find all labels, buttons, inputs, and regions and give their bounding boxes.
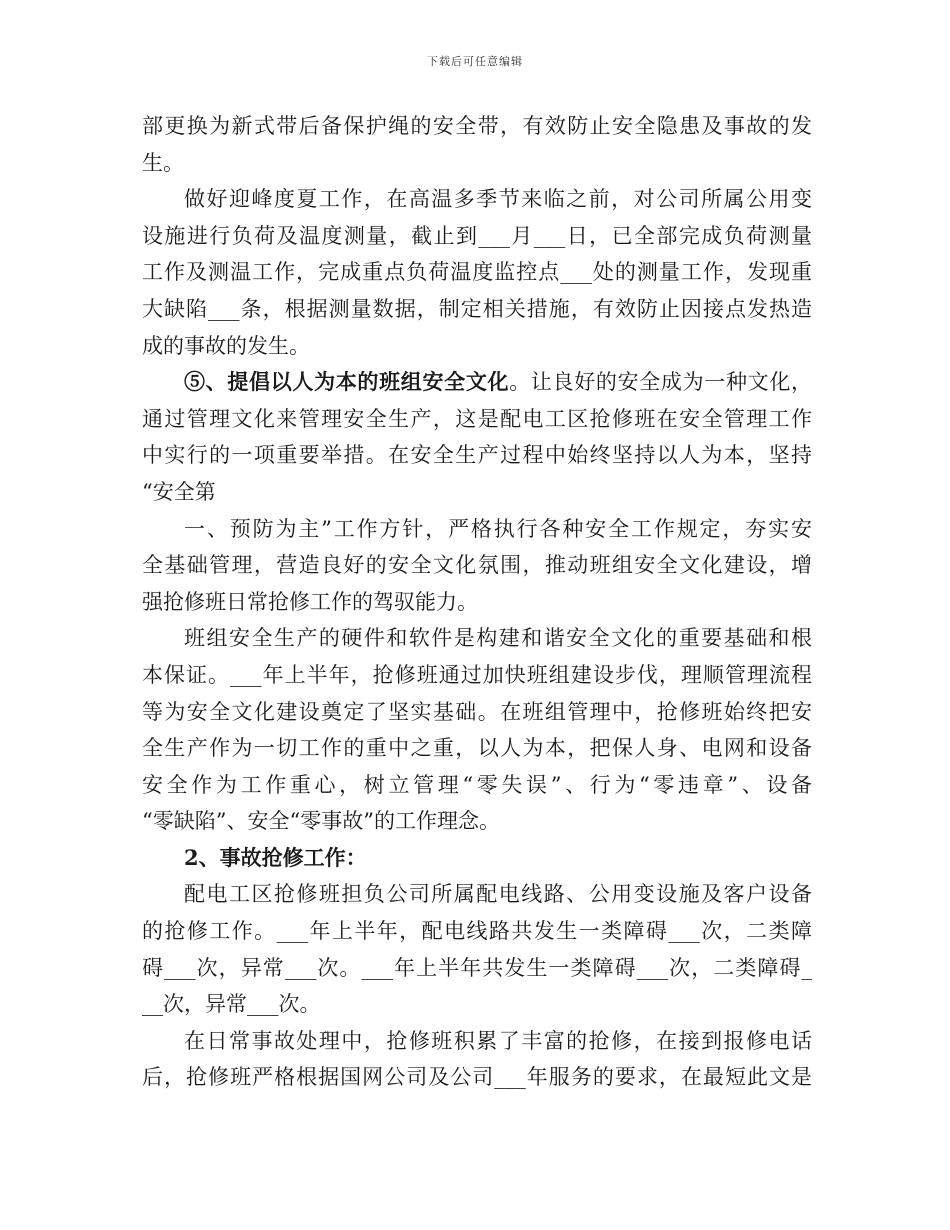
paragraph-line xyxy=(142,840,812,877)
paragraph-line: 碍___次，异常___次。___年上半年共发生一类障碍___次，二类障碍_ xyxy=(142,955,812,980)
paragraph-line: 配电工区抢修班担负公司所属配电线路、公用变设施及客户设备 xyxy=(184,882,812,907)
paragraph-line: 的抢修工作。___年上半年，配电线路共发生一类障碍___次，二类障 xyxy=(142,919,812,944)
page-header: 下载后可任意编辑 xyxy=(427,55,523,68)
paragraph-line: 全生产作为一切工作的重中之重，以人为本，把保人身、电网和设备 xyxy=(142,736,812,761)
document-body xyxy=(142,108,812,1096)
paragraph-line: 部更换为新式带后备保护绳的安全带，有效防止安全隐患及事故的发 xyxy=(142,114,812,138)
paragraph-line: 一、预防为主”工作方针，严格执行各种安全工作规定，夯实安 xyxy=(184,516,812,541)
paragraph-line: 安全作为工作重心，树立管理“零失误”、行为“零违章”、设备 xyxy=(142,772,812,797)
paragraph-line: “安全第 xyxy=(142,479,216,504)
paragraph-line: 工作及测温工作，完成重点负荷温度监控点___处的测量工作，发现重 xyxy=(142,260,812,285)
paragraph-line: 本保证。___年上半年，抢修班通过加快班组建设步伐，理顺管理流程 xyxy=(142,662,812,687)
paragraph-line: 大缺陷___条，根据测量数据，制定相关措施，有效防止因接点发热造 xyxy=(142,296,812,321)
paragraph-line: __次，异常___次。 xyxy=(142,992,321,1017)
section-heading-safety-culture: ⑤、提倡以人为本的班组安全文化 xyxy=(184,369,510,395)
paragraph-line: 生。 xyxy=(142,150,184,175)
paragraph-line: 通过管理文化来管理安全生产，这是配电工区抢修班在安全管理工作 xyxy=(142,406,812,431)
paragraph-line: 等为安全文化建设奠定了坚实基础。在班组管理中，抢修班始终把安 xyxy=(142,699,812,724)
paragraph-line: “零缺陷”、安全“零事故”的工作理念。 xyxy=(142,809,500,834)
paragraph-line: 做好迎峰度夏工作，在高温多季节来临之前，对公司所属公用变 xyxy=(184,187,812,212)
paragraph-line: 后，抢修班严格根据国网公司及公司___年服务的要求，在最短此文是 xyxy=(142,1065,812,1090)
paragraph-line: 成的事故的发生。 xyxy=(142,333,310,358)
paragraph-line: 班组安全生产的硬件和软件是构建和谐安全文化的重要基础和根 xyxy=(184,626,812,651)
paragraph-line: 全基础管理，营造良好的安全文化氛围，推动班组安全文化建设，增 xyxy=(142,553,812,578)
paragraph-line: 在日常事故处理中，抢修班积累了丰富的抢修，在接到报修电话 xyxy=(184,1028,812,1053)
paragraph-line: 强抢修班日常抢修工作的驾驭能力。 xyxy=(142,589,478,614)
section-heading-emergency-repair: 2、事故抢修工作： xyxy=(184,844,367,870)
paragraph-line: 中实行的一项重要举措。在安全生产过程中始终坚持以人为本，坚持 xyxy=(142,443,812,468)
paragraph-line xyxy=(142,364,812,401)
paragraph-text: 。让良好的安全成为一种文化， xyxy=(509,370,813,395)
paragraph-line: 设施进行负荷及温度测量，截止到___月___日，已全部完成负荷测量 xyxy=(142,223,812,248)
